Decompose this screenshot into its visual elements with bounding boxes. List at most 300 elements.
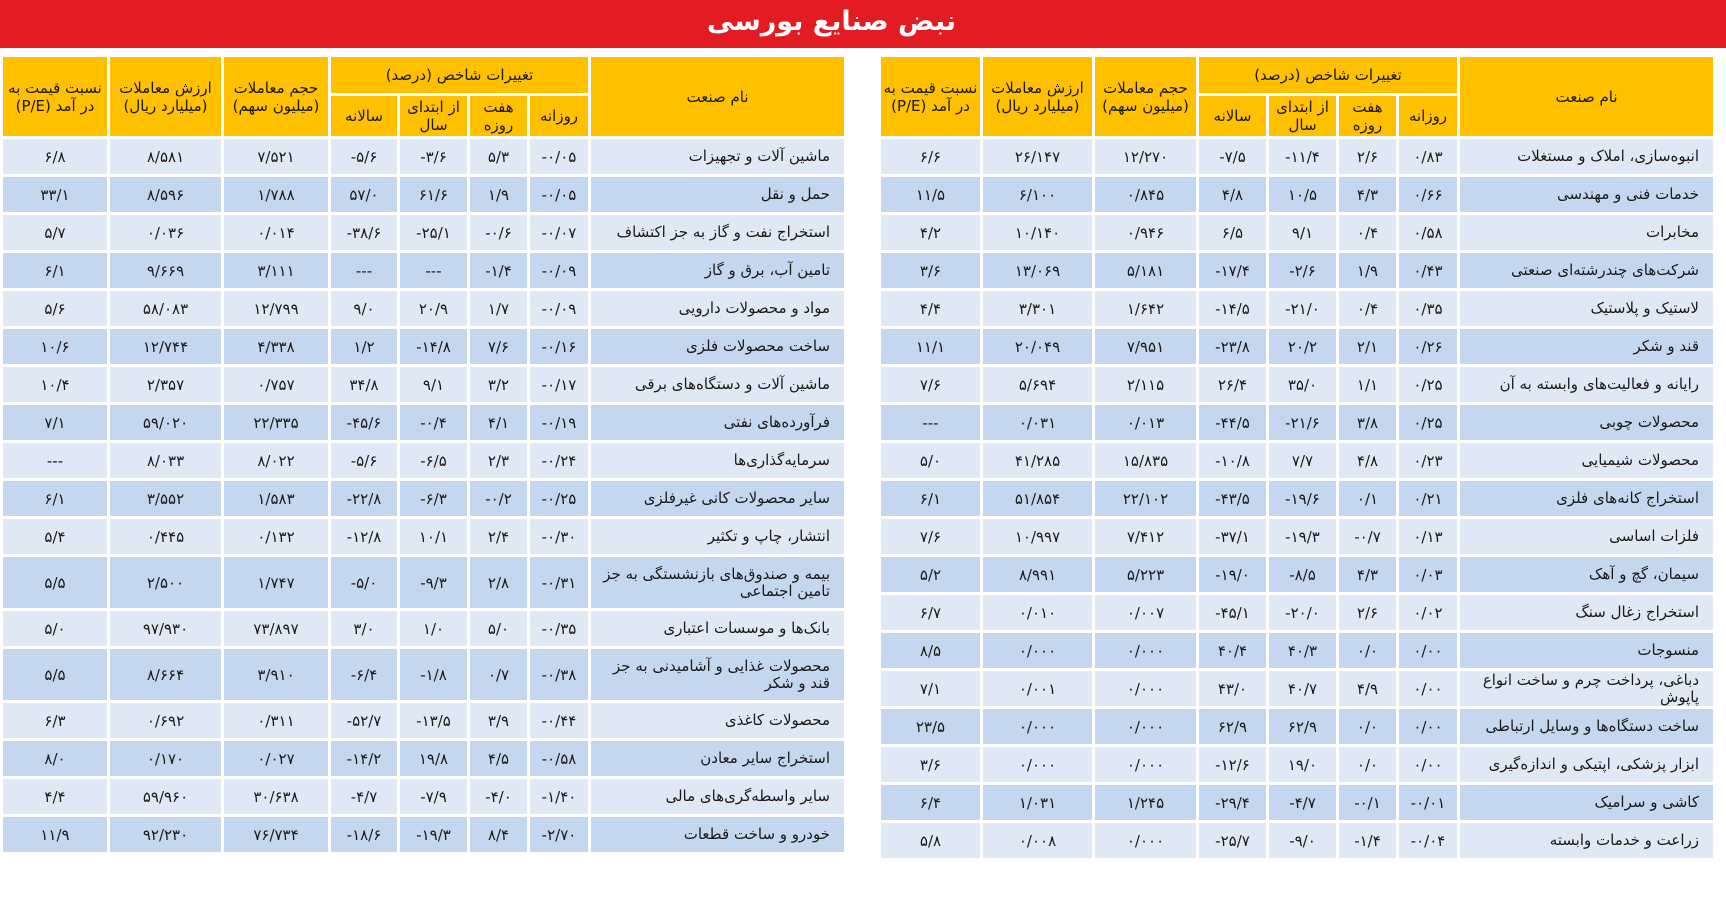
- cell-name: سایر محصولات کانی غیرفلزی: [591, 481, 844, 516]
- cell-pe: ۵/۸: [881, 823, 980, 858]
- cell-ytd: -۱۹/۶: [1269, 481, 1336, 516]
- cell-volume: ۷/۹۵۱: [1095, 329, 1196, 364]
- table-row: [881, 329, 1713, 364]
- cell-pe: ۵/۵: [3, 649, 107, 700]
- cell-daily: -۰/۰۴: [1399, 823, 1457, 858]
- cell-daily: ۰/۲۱: [1399, 481, 1457, 516]
- cell-annual: ۱/۲: [331, 329, 397, 364]
- cell-weekly: ۱/۷: [470, 291, 527, 326]
- cell-weekly: ۲/۱: [1339, 329, 1396, 364]
- cell-annual: -۱۲/۶: [1199, 747, 1266, 782]
- cell-pe: ۲۳/۵: [881, 709, 980, 744]
- cell-pe: ۵/۵: [3, 557, 107, 608]
- cell-ytd: -۸/۵: [1269, 557, 1336, 592]
- cell-pe: ۱۱/۱: [881, 329, 980, 364]
- cell-value: ۰/۰۳۶: [110, 215, 221, 250]
- cell-volume: ۱/۷۴۷: [224, 557, 328, 608]
- cell-ytd: ۱۰/۱: [400, 519, 467, 554]
- cell-weekly: ۰/۴: [1339, 291, 1396, 326]
- cell-pe: ۵/۰: [3, 611, 107, 646]
- cell-name: رایانه و فعالیت‌های وابسته به آن: [1460, 367, 1713, 402]
- cell-pe: ۶/۱: [3, 481, 107, 516]
- table-row: [881, 785, 1713, 820]
- cell-weekly: -۰/۲: [470, 481, 527, 516]
- cell-ytd: -۷/۹: [400, 779, 467, 814]
- cell-pe: ۶/۷: [881, 595, 980, 630]
- cell-name: ابزار پزشکی، اپتیکی و اندازه‌گیری: [1460, 747, 1713, 782]
- cell-volume: ۰/۰۱۳: [1095, 405, 1196, 440]
- cell-pe: ۵/۶: [3, 291, 107, 326]
- cell-pe: ۷/۶: [881, 519, 980, 554]
- cell-value: ۲/۵۰۰: [110, 557, 221, 608]
- cell-daily: -۰/۳۱: [530, 557, 588, 608]
- cell-daily: -۲/۷۰: [530, 817, 588, 852]
- cell-weekly: -۰/۷: [1339, 519, 1396, 554]
- cell-pe: ۸/۰: [3, 741, 107, 776]
- table-row: [881, 253, 1713, 288]
- cell-name: فرآورده‌های نفتی: [591, 405, 844, 440]
- cell-weekly: ۵/۰: [470, 611, 527, 646]
- cell-pe: ۳/۶: [881, 747, 980, 782]
- cell-name: لاستیک و پلاستیک: [1460, 291, 1713, 326]
- cell-weekly: ۴/۱: [470, 405, 527, 440]
- cell-name: استخراج نفت و گاز به جز اکتشاف: [591, 215, 844, 250]
- cell-annual: ۴/۸: [1199, 177, 1266, 212]
- cell-value: ۰/۱۷۰: [110, 741, 221, 776]
- cell-volume: ۱۲/۷۹۹: [224, 291, 328, 326]
- cell-ytd: ۱۰/۵: [1269, 177, 1336, 212]
- table-row: [3, 779, 844, 814]
- cell-name: زراعت و خدمات وابسته: [1460, 823, 1713, 858]
- cell-value: ۸/۹۹۱: [983, 557, 1092, 592]
- cell-name: محصولات چوبی: [1460, 405, 1713, 440]
- cell-ytd: ۴۰/۷: [1269, 671, 1336, 706]
- cell-daily: -۰/۴۴: [530, 703, 588, 738]
- cell-daily: -۰/۳۵: [530, 611, 588, 646]
- table-row: [881, 443, 1713, 478]
- cell-name: ماشین آلات و تجهیزات: [591, 139, 844, 174]
- cell-value: ۱۰/۹۹۷: [983, 519, 1092, 554]
- cell-name: انتشار، چاپ و تکثیر: [591, 519, 844, 554]
- cell-volume: ۳/۹۱۰: [224, 649, 328, 700]
- cell-volume: ۰/۹۴۶: [1095, 215, 1196, 250]
- cell-daily: ۰/۰۲: [1399, 595, 1457, 630]
- cell-ytd: ---: [400, 253, 467, 288]
- cell-weekly: ۰/۰: [1339, 633, 1396, 668]
- cell-value: ۹۲/۲۳۰: [110, 817, 221, 852]
- cell-name: فلزات اساسی: [1460, 519, 1713, 554]
- cell-annual: -۱۷/۴: [1199, 253, 1266, 288]
- cell-weekly: ۴/۳: [1339, 177, 1396, 212]
- header-ytd: از ابتدای سال: [1269, 96, 1336, 136]
- cell-weekly: ۷/۶: [470, 329, 527, 364]
- cell-weekly: ۲/۶: [1339, 595, 1396, 630]
- cell-pe: ۶/۴: [881, 785, 980, 820]
- cell-value: ۵۱/۸۵۴: [983, 481, 1092, 516]
- cell-daily: -۰/۱۷: [530, 367, 588, 402]
- cell-annual: -۴۳/۵: [1199, 481, 1266, 516]
- cell-weekly: -۰/۱: [1339, 785, 1396, 820]
- cell-pe: ۵/۷: [3, 215, 107, 250]
- cell-pe: ۶/۳: [3, 703, 107, 738]
- cell-pe: ۵/۲: [881, 557, 980, 592]
- cell-daily: -۰/۰۱: [1399, 785, 1457, 820]
- cell-daily: ۰/۰۰: [1399, 747, 1457, 782]
- cell-volume: ۰/۰۰۷: [1095, 595, 1196, 630]
- cell-ytd: -۱۹/۳: [400, 817, 467, 852]
- cell-ytd: ۶۱/۶: [400, 177, 467, 212]
- cell-value: ۲۰/۰۴۹: [983, 329, 1092, 364]
- cell-volume: ۱۵/۸۳۵: [1095, 443, 1196, 478]
- cell-ytd: -۲۱/۶: [1269, 405, 1336, 440]
- cell-daily: -۰/۲۵: [530, 481, 588, 516]
- cell-ytd: ۲۰/۲: [1269, 329, 1336, 364]
- table-row: [881, 481, 1713, 516]
- cell-volume: ۱/۷۸۸: [224, 177, 328, 212]
- cell-name: محصولات شیمیایی: [1460, 443, 1713, 478]
- cell-ytd: -۲۱/۰: [1269, 291, 1336, 326]
- cell-daily: ۰/۳۵: [1399, 291, 1457, 326]
- cell-volume: ۵/۱۸۱: [1095, 253, 1196, 288]
- cell-pe: ۴/۲: [881, 215, 980, 250]
- cell-weekly: ۰/۴: [1339, 215, 1396, 250]
- header-ytd: از ابتدای سال: [400, 96, 467, 136]
- cell-daily: -۰/۰۷: [530, 215, 588, 250]
- cell-name: استخراج سایر معادن: [591, 741, 844, 776]
- cell-name: دباغی، پرداخت چرم و ساخت انواع پاپوش: [1460, 671, 1713, 706]
- cell-pe: ۴/۴: [881, 291, 980, 326]
- header-change-group: تغییرات شاخص (درصد): [331, 57, 588, 93]
- header-weekly: هفت روزه: [470, 96, 527, 136]
- cell-annual: -۴/۷: [331, 779, 397, 814]
- cell-pe: ۶/۱: [881, 481, 980, 516]
- cell-annual: -۲۵/۷: [1199, 823, 1266, 858]
- cell-ytd: -۶/۵: [400, 443, 467, 478]
- cell-name: حمل و نقل: [591, 177, 844, 212]
- cell-pe: ۳۳/۱: [3, 177, 107, 212]
- cell-pe: ۱۰/۶: [3, 329, 107, 364]
- header-name: نام صنعت: [591, 57, 844, 136]
- table-row: [881, 747, 1713, 782]
- cell-annual: ۵۷/۰: [331, 177, 397, 212]
- cell-volume: ۸/۰۲۲: [224, 443, 328, 478]
- cell-weekly: ۰/۰: [1339, 747, 1396, 782]
- cell-name: بانک‌ها و موسسات اعتباری: [591, 611, 844, 646]
- table-row: [881, 671, 1713, 706]
- cell-value: ۱/۰۳۱: [983, 785, 1092, 820]
- cell-daily: ۰/۲۶: [1399, 329, 1457, 364]
- table-row: [881, 215, 1713, 250]
- cell-value: ۲۶/۱۴۷: [983, 139, 1092, 174]
- cell-annual: ۲۶/۴: [1199, 367, 1266, 402]
- cell-ytd: -۶/۳: [400, 481, 467, 516]
- cell-ytd: ۳۵/۰: [1269, 367, 1336, 402]
- table-row: [3, 611, 844, 646]
- cell-annual: -۴۴/۵: [1199, 405, 1266, 440]
- cell-name: تامین آب، برق و گاز: [591, 253, 844, 288]
- cell-value: ۳/۵۵۲: [110, 481, 221, 516]
- cell-daily: -۰/۳۸: [530, 649, 588, 700]
- cell-name: قند و شکر: [1460, 329, 1713, 364]
- table-row: [881, 405, 1713, 440]
- cell-weekly: ۰/۰: [1339, 709, 1396, 744]
- cell-ytd: ۴۰/۳: [1269, 633, 1336, 668]
- cell-daily: ۰/۲۵: [1399, 405, 1457, 440]
- cell-daily: -۰/۱۹: [530, 405, 588, 440]
- cell-ytd: -۳/۶: [400, 139, 467, 174]
- rows-left: [3, 139, 844, 852]
- cell-weekly: ۲/۸: [470, 557, 527, 608]
- cell-annual: ۶۲/۹: [1199, 709, 1266, 744]
- cell-name: مواد و محصولات دارویی: [591, 291, 844, 326]
- cell-weekly: -۱/۴: [1339, 823, 1396, 858]
- cell-weekly: ۱/۹: [1339, 253, 1396, 288]
- cell-daily: -۰/۳۰: [530, 519, 588, 554]
- cell-daily: ۰/۶۶: [1399, 177, 1457, 212]
- cell-volume: ۱۲/۲۷۰: [1095, 139, 1196, 174]
- cell-name: مخابرات: [1460, 215, 1713, 250]
- cell-daily: -۰/۰۹: [530, 291, 588, 326]
- cell-name: بیمه و صندوق‌های بازنشستگی به جز تامین اجتماعی: [591, 557, 844, 608]
- cell-value: ۳/۳۰۱: [983, 291, 1092, 326]
- cell-ytd: ۹/۱: [400, 367, 467, 402]
- cell-weekly: ۳/۸: [1339, 405, 1396, 440]
- table-row: [3, 177, 844, 212]
- cell-value: ۹/۶۶۹: [110, 253, 221, 288]
- header-value: ارزش معاملات (میلیارد ریال): [983, 57, 1092, 136]
- cell-daily: ۰/۲۳: [1399, 443, 1457, 478]
- cell-value: ۰/۰۰۰: [983, 747, 1092, 782]
- cell-value: ۵/۶۹۴: [983, 367, 1092, 402]
- cell-pe: ---: [3, 443, 107, 478]
- cell-daily: -۰/۰۵: [530, 177, 588, 212]
- cell-name: ماشین آلات و دستگاه‌های برقی: [591, 367, 844, 402]
- cell-weekly: ۱/۱: [1339, 367, 1396, 402]
- cell-name: ساخت دستگاه‌ها و وسایل ارتباطی: [1460, 709, 1713, 744]
- table-row: [3, 741, 844, 776]
- cell-annual: -۷/۵: [1199, 139, 1266, 174]
- table-row: [3, 481, 844, 516]
- cell-weekly: ۳/۲: [470, 367, 527, 402]
- page-title: نبض صنایع بورسی: [706, 6, 956, 37]
- cell-value: ۰/۴۴۵: [110, 519, 221, 554]
- table-row: [3, 215, 844, 250]
- header-value: ارزش معاملات (میلیارد ریال): [110, 57, 221, 136]
- cell-ytd: -۱۳/۵: [400, 703, 467, 738]
- header-volume: حجم معاملات (میلیون سهم): [1095, 57, 1196, 136]
- cell-volume: ۷۶/۷۳۴: [224, 817, 328, 852]
- cell-value: ۱۰/۱۴۰: [983, 215, 1092, 250]
- cell-pe: ۵/۰: [881, 443, 980, 478]
- cell-volume: ۰/۰۰۰: [1095, 671, 1196, 706]
- cell-annual: ۹/۰: [331, 291, 397, 326]
- right-panel: [881, 57, 1713, 858]
- cell-name: خدمات فنی و مهندسی: [1460, 177, 1713, 212]
- cell-ytd: ۶۲/۹: [1269, 709, 1336, 744]
- cell-value: ۰/۰۰۱: [983, 671, 1092, 706]
- cell-annual: -۱۹/۰: [1199, 557, 1266, 592]
- cell-value: ۸/۵۸۱: [110, 139, 221, 174]
- cell-annual: -۳۷/۱: [1199, 519, 1266, 554]
- cell-ytd: -۰/۴: [400, 405, 467, 440]
- cell-value: ۵۹/۰۲۰: [110, 405, 221, 440]
- table-row: [3, 291, 844, 326]
- cell-volume: ۱/۶۴۲: [1095, 291, 1196, 326]
- cell-volume: ۲/۱۱۵: [1095, 367, 1196, 402]
- cell-value: ۰/۰۰۰: [983, 633, 1092, 668]
- cell-ytd: -۹/۰: [1269, 823, 1336, 858]
- header-weekly: هفت روزه: [1339, 96, 1396, 136]
- cell-name: کاشی و سرامیک: [1460, 785, 1713, 820]
- cell-annual: ۴۰/۴: [1199, 633, 1266, 668]
- cell-annual: -۵/۰: [331, 557, 397, 608]
- cell-pe: ۱۱/۹: [3, 817, 107, 852]
- cell-name: استخراج زغال سنگ: [1460, 595, 1713, 630]
- table-row: [3, 139, 844, 174]
- cell-value: ۰/۰۰۰: [983, 709, 1092, 744]
- rows-right: [881, 139, 1713, 858]
- cell-volume: ۷۳/۸۹۷: [224, 611, 328, 646]
- cell-pe: ۵/۴: [3, 519, 107, 554]
- cell-ytd: ۹/۱: [1269, 215, 1336, 250]
- header-daily: روزانه: [530, 96, 588, 136]
- cell-value: ۸/۶۶۴: [110, 649, 221, 700]
- cell-annual: -۱۴/۲: [331, 741, 397, 776]
- cell-value: ۶/۱۰۰: [983, 177, 1092, 212]
- cell-weekly: ۰/۷: [470, 649, 527, 700]
- cell-annual: -۱۲/۸: [331, 519, 397, 554]
- table-row: [881, 557, 1713, 592]
- table-row: [881, 633, 1713, 668]
- cell-pe: ۷/۱: [3, 405, 107, 440]
- table-row: [3, 443, 844, 478]
- cell-weekly: ۴/۹: [1339, 671, 1396, 706]
- cell-pe: ۱۱/۵: [881, 177, 980, 212]
- cell-volume: ۵/۲۲۳: [1095, 557, 1196, 592]
- cell-daily: -۱/۴۰: [530, 779, 588, 814]
- cell-annual: -۳۸/۶: [331, 215, 397, 250]
- table-row: [3, 817, 844, 852]
- cell-ytd: -۹/۳: [400, 557, 467, 608]
- cell-name: انبوه‌سازی، املاک و مستغلات: [1460, 139, 1713, 174]
- header-pe: نسبت قیمت به در آمد (P/E): [3, 57, 107, 136]
- header-change-group: تغییرات شاخص (درصد): [1199, 57, 1457, 93]
- cell-daily: ۰/۱۳: [1399, 519, 1457, 554]
- cell-value: ۴۱/۲۸۵: [983, 443, 1092, 478]
- cell-ytd: ۱۹/۰: [1269, 747, 1336, 782]
- table-row: [3, 367, 844, 402]
- cell-volume: ۳/۱۱۱: [224, 253, 328, 288]
- cell-volume: ۴/۳۳۸: [224, 329, 328, 364]
- cell-annual: -۱۰/۸: [1199, 443, 1266, 478]
- cell-value: ۲/۳۵۷: [110, 367, 221, 402]
- cell-volume: ۰/۰۰۰: [1095, 709, 1196, 744]
- cell-volume: ۱/۲۴۵: [1095, 785, 1196, 820]
- table-row: [3, 329, 844, 364]
- cell-volume: ۰/۳۱۱: [224, 703, 328, 738]
- cell-pe: ۶/۶: [881, 139, 980, 174]
- cell-annual: -۵/۶: [331, 443, 397, 478]
- cell-ytd: -۱/۸: [400, 649, 467, 700]
- cell-daily: ۰/۰۰: [1399, 671, 1457, 706]
- cell-value: ۰/۰۳۱: [983, 405, 1092, 440]
- cell-pe: ---: [881, 405, 980, 440]
- cell-weekly: ۴/۸: [1339, 443, 1396, 478]
- table-row: [3, 253, 844, 288]
- cell-weekly: ۲/۳: [470, 443, 527, 478]
- cell-volume: ۰/۰۱۴: [224, 215, 328, 250]
- cell-daily: ۰/۲۵: [1399, 367, 1457, 402]
- cell-name: خودرو و ساخت قطعات: [591, 817, 844, 852]
- industry-table-right: [878, 54, 1716, 861]
- cell-volume: ۰/۱۳۲: [224, 519, 328, 554]
- cell-daily: -۰/۰۵: [530, 139, 588, 174]
- cell-pe: ۱۰/۴: [3, 367, 107, 402]
- cell-daily: -۰/۵۸: [530, 741, 588, 776]
- cell-value: ۱۳/۰۶۹: [983, 253, 1092, 288]
- cell-volume: ۲۲/۳۳۵: [224, 405, 328, 440]
- header-annual: سالانه: [331, 96, 397, 136]
- header-daily: روزانه: [1399, 96, 1457, 136]
- cell-weekly: -۱/۴: [470, 253, 527, 288]
- cell-ytd: -۴/۷: [1269, 785, 1336, 820]
- cell-name: سیمان، گچ و آهک: [1460, 557, 1713, 592]
- cell-value: ۸/۰۳۳: [110, 443, 221, 478]
- cell-weekly: ۰/۱: [1339, 481, 1396, 516]
- cell-annual: -۶/۴: [331, 649, 397, 700]
- cell-daily: ۰/۴۳: [1399, 253, 1457, 288]
- cell-daily: ۰/۰۰: [1399, 633, 1457, 668]
- cell-annual: -۴۵/۶: [331, 405, 397, 440]
- cell-daily: ۰/۸۳: [1399, 139, 1457, 174]
- left-panel: [3, 57, 844, 852]
- cell-daily: -۰/۲۴: [530, 443, 588, 478]
- cell-weekly: ۳/۹: [470, 703, 527, 738]
- cell-pe: ۸/۵: [881, 633, 980, 668]
- cell-name: ساخت محصولات فلزی: [591, 329, 844, 364]
- table-row: [3, 519, 844, 554]
- cell-ytd: -۲۵/۱: [400, 215, 467, 250]
- table-row: [881, 291, 1713, 326]
- cell-pe: ۶/۸: [3, 139, 107, 174]
- cell-value: ۱۲/۷۴۴: [110, 329, 221, 364]
- cell-name: شرکت‌های چندرشته‌ای صنعتی: [1460, 253, 1713, 288]
- cell-value: ۹۷/۹۳۰: [110, 611, 221, 646]
- cell-annual: ۳۴/۸: [331, 367, 397, 402]
- cell-volume: ۷/۴۱۲: [1095, 519, 1196, 554]
- cell-value: ۰/۰۱۰: [983, 595, 1092, 630]
- cell-weekly: ۴/۳: [1339, 557, 1396, 592]
- table-row: [3, 649, 844, 700]
- cell-name: سرمایه‌گذاری‌ها: [591, 443, 844, 478]
- cell-annual: ۳/۰: [331, 611, 397, 646]
- cell-volume: ۳۰/۶۳۸: [224, 779, 328, 814]
- cell-name: محصولات کاغذی: [591, 703, 844, 738]
- cell-value: ۰/۰۰۸: [983, 823, 1092, 858]
- header-volume: حجم معاملات (میلیون سهم): [224, 57, 328, 136]
- cell-annual: -۲۳/۸: [1199, 329, 1266, 364]
- header-name: نام صنعت: [1460, 57, 1713, 136]
- cell-volume: ۰/۰۰۰: [1095, 823, 1196, 858]
- cell-pe: ۷/۱: [881, 671, 980, 706]
- cell-weekly: ۲/۴: [470, 519, 527, 554]
- cell-annual: -۵/۶: [331, 139, 397, 174]
- table-row: [3, 703, 844, 738]
- cell-volume: ۲۲/۱۰۲: [1095, 481, 1196, 516]
- cell-annual: -۴۵/۱: [1199, 595, 1266, 630]
- cell-volume: ۰/۰۰۰: [1095, 633, 1196, 668]
- cell-weekly: ۲/۶: [1339, 139, 1396, 174]
